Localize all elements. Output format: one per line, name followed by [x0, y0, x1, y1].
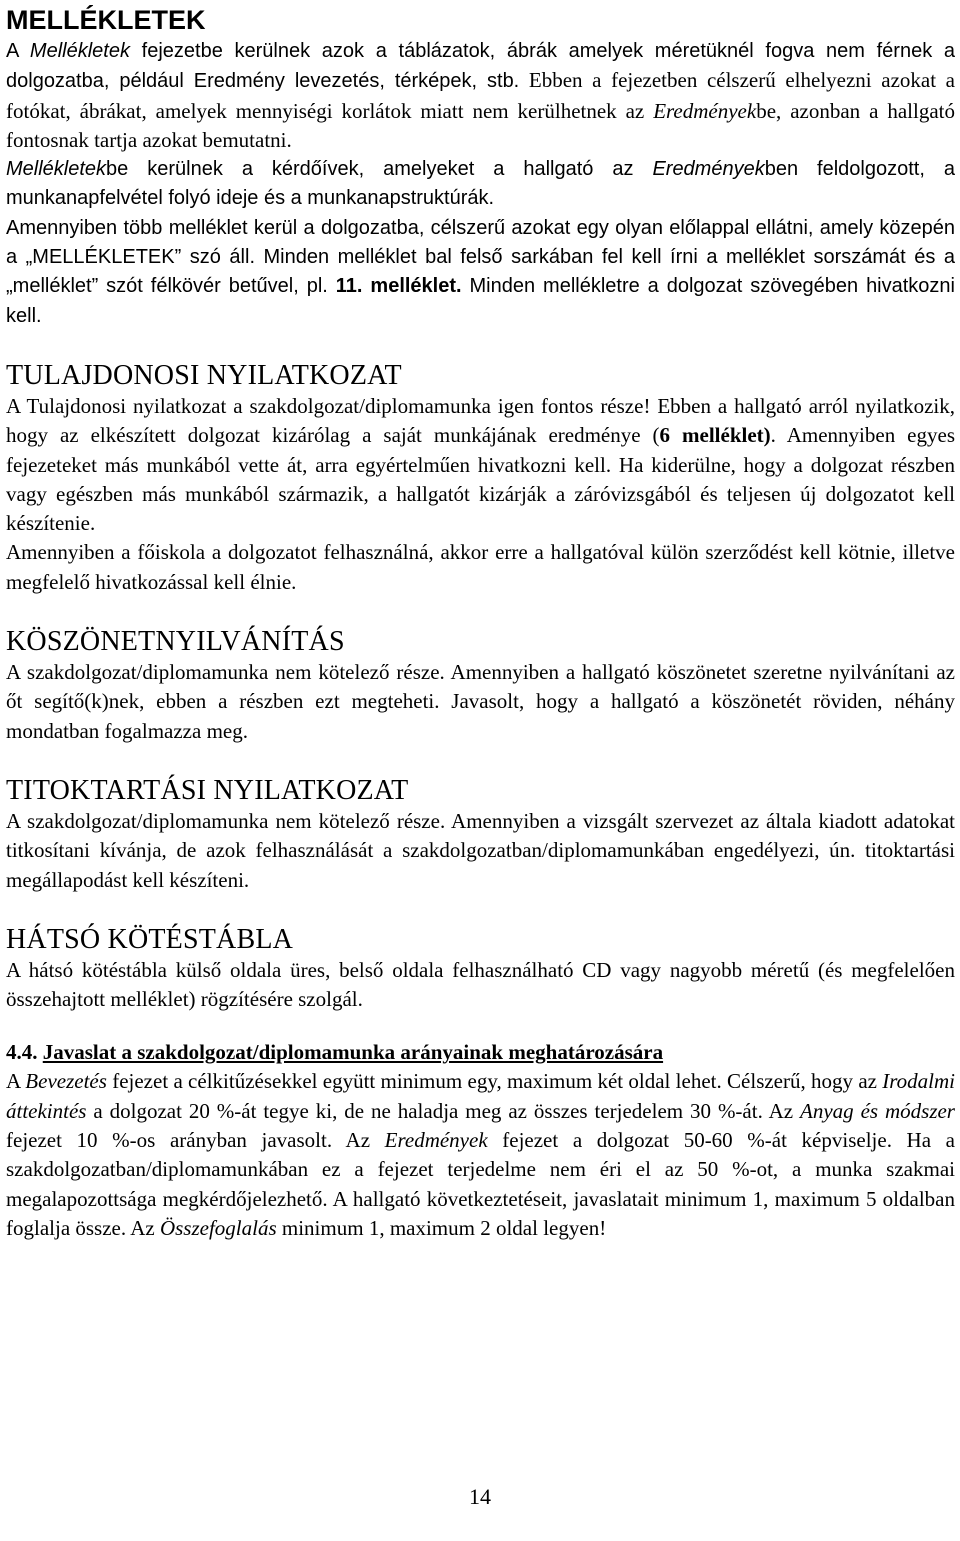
italic-term: Eredmények [652, 158, 765, 181]
paragraph-hatso: A hátsó kötéstábla külső oldala üres, belső oldala felhasználható CD vagy nagyobb méretű (és megfelelően összehajtott melléklet) rögzítésére szolgál. [6, 957, 955, 1012]
section-heading-titoktartasi: TITOKTARTÁSI NYILATKOZAT [6, 774, 409, 806]
paragraph-javaslat [6, 1067, 955, 1243]
text-run: fejezet 10 %-os arányban javasolt. Az [6, 1128, 385, 1153]
text-run: be, azonban a hallgató fontosnak tartja azokat bemutatni. [6, 98, 955, 152]
text-run: minimum 1, maximum 2 oldal legyen! [276, 1215, 607, 1240]
bold-term: 6 melléklet) [659, 423, 771, 448]
text-run: fejezet a célkitűzésekkel együtt minimum egy, maximum két oldal lehet. Célszerű, hogy az [106, 1069, 883, 1094]
italic-term: Mellékletek [29, 40, 130, 62]
text-run: fejezet a dolgozat 50-60 %-át képviselje. Ha a szakdolgozatban/diplomamunkában ez a fejezet terjedelme nem éri el az 50 %-ot, a munka szakmai megalapozottsága megkérdőjelezhető. A hallgató következtetéseit, javaslatait minimum 1, maximum 5 oldalban foglalja össze. Az [6, 1128, 955, 1240]
section-heading-hatso: HÁTSÓ KÖTÉSTÁBLA [6, 923, 294, 955]
section-spacer [6, 895, 955, 924]
paragraph-mellekletek-intro [6, 36, 955, 155]
text-run: Amennyiben több melléklet kerül a dolgozatba, célszerű azokat egy olyan előlappal ellátni, amely közepén a „MELLÉKLETEK” szó áll. Minden melléklet bal felső sarkában fel kell írni a melléklet sorszámát és a „melléklet” szót félkövér betűvel, pl. [6, 216, 955, 298]
paragraph-koszonet: A szakdolgozat/diplomamunka nem kötelező része. Amennyiben a hallgató köszönetet szeretne nyilvánítani az őt segítő(k)nek, ebben a részben ezt megteheti. Javasolt, hogy a hallgató a köszönetét röviden, néhány mondatban fogalmazza meg. [6, 660, 955, 743]
subsection-title: Javaslat a szakdolgozat/diplomamunka arányainak meghatározására [42, 1040, 664, 1065]
paragraph-mellekletek-contents [6, 155, 955, 214]
text-run: Minden mellékletre a dolgozat szövegében hivatkozni kell. [6, 275, 955, 327]
section-spacer [6, 746, 955, 775]
section-spacer [6, 597, 955, 626]
section-heading-koszonet: KÖSZÖNETNYILVÁNÍTÁS [6, 626, 345, 658]
paragraph-tulajdonosi-main [6, 392, 955, 538]
paragraph-titoktartasi: A szakdolgozat/diplomamunka nem kötelező része. Amennyiben a vizsgált szervezet az általa kiadott adatokat titkosítani kívánja, de azok felhasználását a szakdolgozatban/diplomamunkában engedélyezi, ún. titoktartási megállapodást kell készíteni. [6, 808, 955, 892]
section-spacer [6, 1014, 955, 1038]
section-heading-mellekletek: MELLÉKLETEK [6, 5, 206, 35]
bold-term: 11. melléklet. [335, 275, 462, 298]
text-run: be kerülnek a kérdőívek, amelyeket a hallgató az [106, 158, 653, 181]
paragraph-tulajdonosi-usage: Amennyiben a főiskola a dolgozatot felhasználná, akkor erre a hallgatóval külön szerződést kell kötnie, illetve megfelelő hivatkozással kell élnie. [6, 540, 955, 594]
text-run: ben feldolgozott, a munkanapfelvétel folyó ideje és a munkanapstruktúrák. [6, 158, 955, 210]
italic-term: Bevezetés [25, 1069, 107, 1094]
text-run: A [6, 1069, 26, 1094]
italic-term: Anyag és módszer [800, 1098, 955, 1123]
section-spacer [6, 331, 955, 360]
text-run: A [6, 40, 30, 62]
page-number: 14 [469, 1484, 491, 1509]
text-run: Ebben a fejezetben célszerű elhelyezni azokat a fotókat, ábrákat, amelyek mennyiségi korlátok miatt nem kerülhetnek az [6, 68, 955, 123]
subsection-number: 4.4. [6, 1040, 38, 1065]
text-run: fejezetbe kerülnek azok a táblázatok, ábrák amelyek méretüknél fogva nem férnek a dolgozatba, például Eredmény levezetés, térképek, stb. [6, 40, 955, 93]
italic-term: Eredmények [653, 98, 757, 123]
paragraph-mellekletek-numbering [6, 214, 955, 331]
italic-term: Irodalmi áttekintés [6, 1069, 955, 1123]
section-heading-tulajdonosi: TULAJDONOSI NYILATKOZAT [6, 359, 402, 391]
italic-term: Mellékletek [6, 158, 107, 181]
text-run: . Amennyiben egyes fejezeteket más munkából vette át, arra egyértelműen hivatkozni kell. Ha kiderülne, hogy a dolgozat részben vagy egészben más munkából származik, a hallgatót kizárják a záróvizsgából és teljesen új dolgozatot kell készítenie. [6, 423, 955, 536]
text-run: a dolgozat 20 %-át tegye ki, de ne haladja meg az összes terjedelem 30 %-át. Az [86, 1098, 800, 1123]
italic-term: Eredmények [384, 1128, 488, 1153]
text-run: A Tulajdonosi nyilatkozat a szakdolgozat/diplomamunka igen fontos része! Ebben a hallgató arról nyilatkozik, hogy az elkészített dolgozat kizárólag a saját munkájának eredménye ( [6, 393, 955, 448]
subsection-heading-javaslat [6, 1038, 955, 1067]
italic-term: Összefoglalás [159, 1215, 277, 1240]
document-page [6, 4, 955, 1243]
